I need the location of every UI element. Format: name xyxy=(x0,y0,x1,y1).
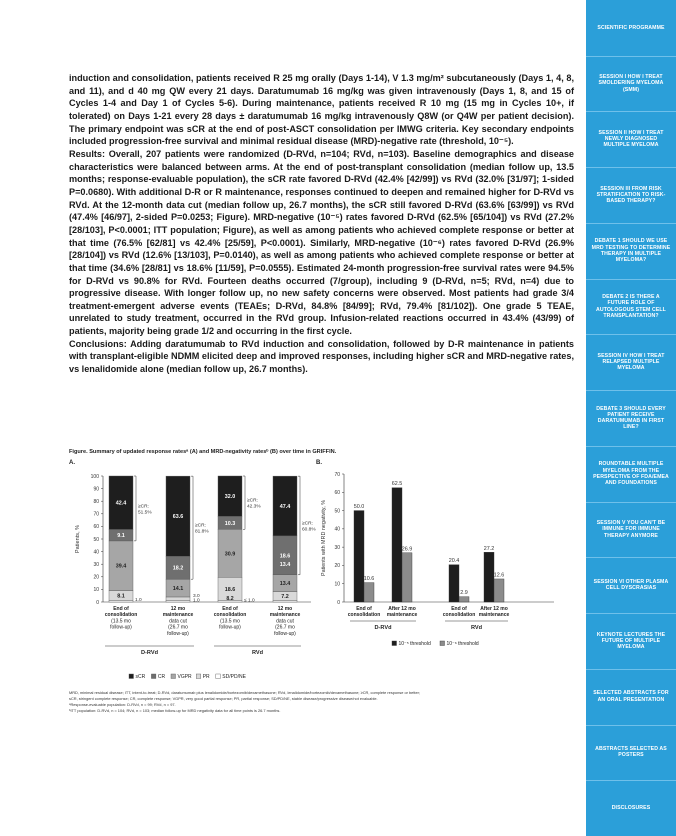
sidebar-item-6[interactable]: DEBATE 2 IS THERE A FUTURE ROLE OF AUTOLOGOUS STEM CELL TRANSPLANTATION? xyxy=(596,294,666,319)
x-category-label: maintenance xyxy=(386,612,418,619)
bar-value-label: 63.6 xyxy=(172,514,184,521)
bar-value-label: 30.9 xyxy=(224,551,236,558)
bar-value-label: 26.9 xyxy=(401,546,413,553)
bar-value-label: 42.4 xyxy=(115,500,127,507)
bar-value-label: 27.2 xyxy=(483,545,495,552)
bar-value-label: 47.4 xyxy=(279,503,291,510)
x-category-label: After 12 mo xyxy=(480,606,508,612)
x-category-label: (26.7 mo xyxy=(275,624,295,631)
footnote-abbreviations-1: MRD, minimal residual disease; ITT, intent-to-treat; D-RVd, daratumumab plus lenalidomide/bortezomib/dexamethasone; RVd, lenalidomide/bortezomib/dexamethasone; ≥CR, complete response or better; xyxy=(69,690,421,695)
x-category-label: (13.5 mo xyxy=(111,618,131,625)
sidebar-divider xyxy=(586,669,676,670)
bar-1e6 xyxy=(364,583,374,602)
x-category-label: maintenance xyxy=(162,612,194,619)
bar-value-label: 18.6 xyxy=(279,553,291,560)
results-paragraph xyxy=(69,148,574,338)
bar-value-label: 13.4 xyxy=(279,561,291,568)
x-category-label: End of xyxy=(451,606,467,612)
figure-title: Figure. Summary of updated response ratesᵃ (A) and MRD-negativity ratesᵇ (B) over time in GRIFFIN. xyxy=(69,449,337,455)
x-category-label: consolidation xyxy=(213,612,247,619)
sidebar-divider xyxy=(586,334,676,335)
sidebar-divider xyxy=(586,111,676,112)
bar-value-label: 39.4 xyxy=(115,563,127,570)
sidebar-item-13[interactable]: SELECTED ABSTRACTS FOR AN ORAL PRESENTATION xyxy=(593,690,669,703)
legend-label: PR xyxy=(202,674,210,680)
x-category-label: follow-up) xyxy=(167,630,189,637)
ge-cr-value: 51.5% xyxy=(138,510,152,516)
y-tick-label: 10 xyxy=(334,581,340,588)
bar-1e5 xyxy=(392,488,402,602)
x-category-label: follow-up) xyxy=(274,630,296,637)
bar-1e6 xyxy=(402,553,412,602)
mrd-negativity-chart xyxy=(314,466,574,656)
x-category-label: End of xyxy=(356,606,372,612)
y-tick-label: 100 xyxy=(90,473,99,480)
bar-1e5 xyxy=(354,511,364,602)
ge-cr-value: 42.3% xyxy=(247,504,261,510)
x-category-label: consolidation xyxy=(347,612,381,619)
x-category-label: follow-up) xyxy=(110,624,132,631)
results-text: Overall, 207 patients were randomized (D-RVd, n=104; RVd, n=103). Baseline demographics and disease characteristics were balanced between arms. At the end of post-transplant consolidation (median follow up, 13.5 months; response-evaluable population), the sCR rate favored D-RVd (42.4% [42/99]) vs RVd (32.0% [31/97]; 1-sided P=0.0680). With additional D-R or R maintenance, responses continued to deepen and remained higher for D-RVd vs RVd. At the 12-month data cut (median follow up, 26.7 months), the sCR still favored D-RVd (63.6% [63/99]) vs RVd (47.4% [46/97], 2-sided P=0.0253; Figure). MRD-negative (10⁻⁵) rates favored D-RVd (62.5% [65/104]) vs RVd (27.2% [28/103], P<0.0001; ITT population; Figure), as well as among patients who achieved complete response or better at that time (76.5% [62/81] vs 42.4% [25/59], P<0.0001). Similarly, MRD-negative (10⁻⁶) rates favored D-RVd (26.9% [28/104]) vs RVd (12.6% [13/103], P=0.0140), as well as among patients who achieved complete response or better at that time (34.6% [28/81] vs 18.6% [11/59], P=0.0555). Estimated 24-month progression-free survival rates were 94.5% for D-RVd vs 90.8% for RVd. Fourteen deaths occurred (7/group), including 9 (D-RVd, n=5; RVd, n=4) due to progressive disease. With longer follow up, no new safety concerns were observed. Most patients had grade 3/4 treatment-emergent adverse events (TEAEs; D-RVd, 84.8% [84/99]; RVd, 79.4% [81/102]). One grade 5 TEAE, unrelated to study treatment, occurred in the RVd group. Infusion-related reactions occurred in 43.4% (43/99) of patients, majority being grade 1/2 and occurring in the first cycle. xyxy=(69,148,574,337)
bar-value-label: 18.6 xyxy=(224,587,236,594)
sidebar-nav xyxy=(586,0,676,836)
bar-outside-label: 1.0 xyxy=(135,598,142,603)
bar-value-label: 8.1 xyxy=(117,593,125,600)
y-tick-label: 10 xyxy=(93,587,99,594)
sidebar-item-10[interactable]: SESSION V YOU CAN'T BE IMMUNE FOR IMMUNE THERAPY ANYMORE xyxy=(596,520,666,539)
sidebar-divider xyxy=(586,167,676,168)
legend-swatch xyxy=(440,641,445,646)
bar-segment-pr xyxy=(166,597,190,601)
y-tick-label: 80 xyxy=(93,499,99,505)
bar-value-label: 13.4 xyxy=(279,581,291,588)
x-category-label: maintenance xyxy=(478,612,510,619)
footnote-a: ᵃResponse-evaluable population: D-RVd, n = 99; RVd, n = 97. xyxy=(69,702,176,707)
figure-footnotes xyxy=(69,690,574,714)
bar-value-label: 62.5 xyxy=(391,481,403,488)
x-category-label: data cut xyxy=(276,618,294,625)
sidebar-item-8[interactable]: DEBATE 3 SHOULD EVERY PATIENT RECEIVE DARATUMUMAB IN FIRST LINE? xyxy=(596,405,666,431)
sidebar-item-9[interactable]: ROUNDTABLE MULTIPLE MYELOMA FROM THE PERSPECTIVE OF FDA/EMEA AND FOUNDATIONS xyxy=(593,461,669,486)
legend-swatch xyxy=(171,674,176,679)
legend-label: CR xyxy=(157,674,166,680)
sidebar-divider xyxy=(586,279,676,280)
sidebar-divider xyxy=(586,725,676,726)
methods-paragraph: induction and consolidation, patients received R 25 mg orally (Days 1-14), V 1.3 mg/m² subcutaneously (Days 1, 4, 8, and 11), and d 40 mg QW every 21 days. Daratumumab 16 mg/kg was given intravenously (Days 1, 8, and 15 of Cycles 1-4 and Day 1 of Cycles 5-6). During maintenance, patients received R 10 mg (15 mg in Cycles 10+, if tolerated) on Days 1-21 every 28 days ± daratumumab 16 mg/kg intravenously Q8W (or Q4W per patient decision). The primary endpoint was sCR at the end of post-ASCT consolidation per IMWG criteria. Key secondary endpoints included progression-free survival and minimal residual disease (MRD)-negative rate (threshold, 10⁻⁵). xyxy=(69,73,574,147)
bar-value-label: 9.1 xyxy=(117,533,125,540)
ge-cr-value: 60.8% xyxy=(302,527,316,533)
x-category-label: 12 mo xyxy=(170,606,186,612)
y-tick-label: 50 xyxy=(93,536,99,543)
sidebar-divider xyxy=(586,446,676,447)
sidebar-divider xyxy=(586,390,676,391)
bar-outside-label: 1.0 xyxy=(193,598,200,604)
y-tick-label: 40 xyxy=(93,549,99,556)
y-tick-label: 40 xyxy=(334,526,340,533)
bar-value-label: 12.6 xyxy=(493,572,505,579)
x-category-label: After 12 mo xyxy=(388,606,416,612)
conclusions-text: Adding daratumumab to RVd induction and consolidation, followed by D-R maintenance in patients with transplant-eligible NDMM elicited deep and improved responses, including higher sCR and MRD-negative rates, vs lenalidomide alone (median follow up, 26.7 months). xyxy=(69,338,574,375)
bar-1e5 xyxy=(449,565,459,602)
legend-label: sCR xyxy=(135,674,146,680)
bar-value-label: 50.0 xyxy=(353,504,365,511)
sidebar-divider xyxy=(586,613,676,614)
y-tick-label: 0 xyxy=(96,599,99,606)
bar-value-label: 2.9 xyxy=(460,590,468,597)
x-category-label: 12 mo xyxy=(277,606,293,612)
group-label-rvd: RVd xyxy=(470,625,483,631)
y-tick-label: 30 xyxy=(334,544,340,551)
x-category-label: End of xyxy=(113,606,129,612)
y-axis-title: Patients with MRD negativity, % xyxy=(321,500,327,576)
sidebar-item-11[interactable]: SESSION VI OTHER PLASMA CELL DYSCRASIAS xyxy=(593,578,669,592)
group-label-d-rvd: D-RVd xyxy=(374,625,392,631)
sidebar-item-5[interactable]: DEBATE 1 SHOULD WE USE MRD TESTING TO DETERMINE THERAPY IN MULTIPLE MYELOMA? xyxy=(591,238,671,263)
x-category-label: End of xyxy=(222,606,238,612)
x-category-label: follow-up) xyxy=(219,624,241,631)
legend-swatch xyxy=(129,674,134,679)
panel-b-label: B. xyxy=(316,460,322,466)
ge-cr-bracket xyxy=(298,476,300,575)
y-tick-label: 20 xyxy=(334,563,340,570)
bar-value-label: 18.2 xyxy=(172,565,184,572)
bar-1e6 xyxy=(459,597,469,602)
group-label-d-rvd: D-RVd xyxy=(141,650,158,656)
response-rate-chart xyxy=(69,466,314,686)
legend-swatch xyxy=(216,674,221,679)
ge-cr-label: ≥CR: xyxy=(195,523,206,529)
ge-cr-label: ≥CR: xyxy=(138,504,149,510)
ge-cr-bracket xyxy=(134,476,136,541)
sidebar-item-3[interactable]: SESSION II HOW I TREAT NEWLY DIAGNOSED MULTIPLE MYELOMA xyxy=(598,130,664,149)
y-tick-label: 60 xyxy=(334,490,340,497)
ge-cr-value: 81.8% xyxy=(195,529,209,535)
bar-value-label: 10.6 xyxy=(363,576,375,583)
legend-label: 10⁻⁶ threshold xyxy=(446,641,479,647)
footnote-abbreviations-2: sCR, stringent complete response; CR, complete response; VGPR, very good partial response; PR, partial response; SD/PD/NE, stable disease/progressive disease/not evaluable. xyxy=(69,696,378,701)
sidebar-item-1[interactable]: SCIENTIFIC PROGRAMME xyxy=(597,24,665,31)
legend-label: 10⁻⁵ threshold xyxy=(398,641,431,647)
y-tick-label: 70 xyxy=(334,471,340,478)
legend-label: SD/PD/NE xyxy=(222,674,246,680)
x-category-label: consolidation xyxy=(104,612,138,619)
sidebar-divider xyxy=(586,56,676,57)
ge-cr-label: ≥CR: xyxy=(247,498,258,504)
panel-a-label: A. xyxy=(69,460,75,466)
x-category-label: (13.5 mo xyxy=(220,618,240,625)
y-tick-label: 0 xyxy=(337,599,340,606)
results-label: Results: xyxy=(69,148,106,159)
sidebar-item-12[interactable]: KEYNOTE LECTURES THE FUTURE OF MULTIPLE MYELOMA xyxy=(596,631,666,651)
sidebar-divider xyxy=(586,557,676,558)
bar-value-label: 7.2 xyxy=(281,594,289,601)
sidebar-divider xyxy=(586,780,676,781)
sidebar-divider xyxy=(586,502,676,503)
y-tick-label: 70 xyxy=(93,511,99,518)
ge-cr-bracket xyxy=(243,476,245,529)
y-tick-label: 50 xyxy=(334,508,340,515)
sidebar-item-15[interactable]: DISCLOSURES xyxy=(611,805,651,812)
bar-value-label: 8.2 xyxy=(226,596,234,602)
bar-outside-label: ≤ 1.0 xyxy=(244,598,255,604)
sidebar-item-4[interactable]: SESSION III FROM RISK STRATIFICATION TO RISK-BASED THERAPY? xyxy=(596,185,666,205)
x-category-label: data cut xyxy=(169,618,187,625)
legend-label: VGPR xyxy=(177,674,192,680)
ge-cr-label: ≥CR: xyxy=(302,521,313,527)
x-category-label: maintenance xyxy=(269,612,301,619)
abstract-text xyxy=(69,72,574,376)
y-tick-label: 30 xyxy=(93,562,99,568)
bar-outside-label: 3.0 xyxy=(193,594,200,600)
bar-1e5 xyxy=(484,552,494,602)
y-tick-label: 20 xyxy=(93,574,99,581)
bar-value-label: 20.4 xyxy=(448,558,460,565)
x-category-label: consolidation xyxy=(442,612,476,619)
bar-value-label: 32.0 xyxy=(224,494,236,501)
bar-1e6 xyxy=(494,579,504,602)
sidebar-divider xyxy=(586,223,676,224)
bar-value-label: 14.1 xyxy=(172,586,184,593)
y-axis-title: Patients, % xyxy=(75,524,81,554)
ge-cr-bracket xyxy=(191,476,193,579)
footnote-b: ᵇITT population: D-RVd, n = 104; RVd, n = 103; median follow-up for MRD negativity data for all time points is 26.7 months. xyxy=(69,708,281,713)
conclusions-paragraph xyxy=(69,338,574,376)
bar-value-label: 10.3 xyxy=(224,520,236,527)
y-tick-label: 90 xyxy=(93,486,99,493)
sidebar-item-2[interactable]: SESSION I HOW I TREAT SMOLDERING MYELOMA (SMM) xyxy=(598,74,664,93)
sidebar-item-7[interactable]: SESSION IV HOW I TREAT RELAPSED MULTIPLE MYELOMA xyxy=(597,352,665,372)
legend-swatch xyxy=(151,674,156,679)
x-category-label: (26.7 mo xyxy=(168,624,188,631)
conclusions-label: Conclusions: xyxy=(69,338,127,349)
y-tick-label: 60 xyxy=(93,524,99,531)
legend-swatch xyxy=(392,641,397,646)
legend-swatch xyxy=(196,674,201,679)
sidebar-item-14[interactable]: ABSTRACTS SELECTED AS POSTERS xyxy=(595,746,667,759)
group-label-rvd: RVd xyxy=(251,650,264,656)
